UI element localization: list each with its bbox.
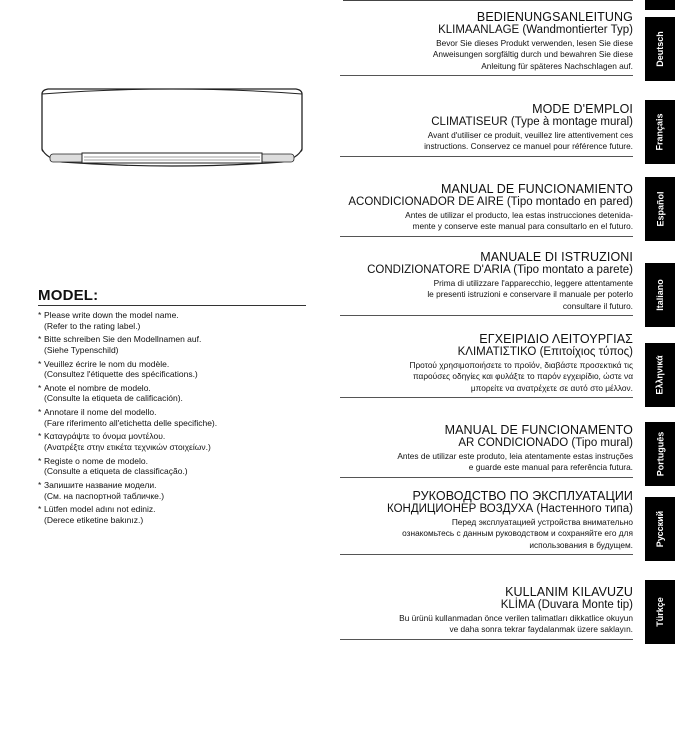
section-turkish: KULLANIM KILAVUZU KLİMA (Duvara Monte tip) Bu ürünü kullanmadan önce verilen talimatları dikkatlice okuyun ve daha sonra tekrar faydalanmak üzere saklayın. <box>340 585 633 640</box>
model-note-en: * Please write down the model name. (Refer to the rating label.) <box>38 310 179 331</box>
section-italian: MANUALE DI ISTRUZIONI CONDIZIONATORE D'ARIA (Tipo montato a parete) Prima di utilizzare l'apparecchio, leggere attentamente le presenti istruzioni e conservare il manuale per poterlo consultare il futuro. <box>340 250 633 316</box>
section-spanish: MANUAL DE FUNCIONAMIENTO ACONDICIONADOR DE AIRE (Tipo montado en pared) Antes de utilizar el producto, lea estas instrucciones detenida- mente y conserve este manual para consultarlo en el futuro. <box>340 182 633 237</box>
language-tab-francais: Français <box>645 100 675 164</box>
language-tab-turkce: Türkçe <box>645 580 675 644</box>
section-german: BEDIENUNGSANLEITUNG KLIMAANLAGE (Wandmontierter Typ) Bevor Sie dieses Produkt verwenden, lesen Sie diese Anweisungen sorgfältig durch und bewahren Sie diese Anleitung für späteres Nachschlagen auf. <box>340 10 633 76</box>
model-note-fr: * Veuillez écrire le nom du modèle. (Consultez l'étiquette des spécifications.) <box>38 358 198 380</box>
model-note-ru: * Запишите название модели. (См. на паспортной табличке.) <box>38 479 165 501</box>
model-heading: MODEL: <box>38 287 306 306</box>
language-tab-italiano: Italiano <box>645 263 675 327</box>
section-portuguese: MANUAL DE FUNCIONAMENTO AR CONDICIONADO (Tipo mural) Antes de utilizar este produto, leia atentamente estas instruções e guarde este manual para referência futura. <box>340 423 633 478</box>
section-greek: ΕΓΧΕΙΡΙΔΙΟ ΛΕΙΤΟΥΡΓΙΑΣ ΚΛΙΜΑΤΙΣΤΙΚΟ (Επιτοίχιος τύπος) Προτού χρησιμοποιήσετε το προϊόν, διαβάστε προσεκτικά τις παρούσες οδηγίες και φυλάξτε το παρόν εγχειρίδιο, ώστε να μπορείτε να ανατρέχετε σε αυτό στο μέλλον. <box>340 332 633 398</box>
model-note-el: * Καταγράψτε το όνομα μοντέλου. (Ανατρέξτε στην ετικέτα τεχνικών στοιχείων.) <box>38 431 211 452</box>
section-french: MODE D'EMPLOI CLIMATISEUR (Type à montage mural) Avant d'utiliser ce produit, veuillez lire attentivement ces instructions. Conservez ce manuel pour référence future. <box>340 102 633 157</box>
language-tab-deutsch: Deutsch <box>645 17 675 81</box>
section-russian: РУКОВОДСТВО ПО ЭКСПЛУАТАЦИИ КОНДИЦИОНЕР ВОЗДУХА (Настенного типа) Перед эксплуатацией устройства внимательно ознакомьтесь с данным руководством и сохраняйте его для использования в будущем. <box>340 489 633 555</box>
air-conditioner-illustration <box>38 86 306 168</box>
model-note-pt: * Registe o nome de modelo. (Consulte a etiqueta de classificação.) <box>38 455 188 477</box>
language-tab-previous <box>645 0 675 10</box>
language-tab-portugues: Português <box>645 422 675 486</box>
language-tab-espanol: Español <box>645 177 675 241</box>
model-notes <box>38 287 306 529</box>
model-note-tr: * Lütfen model adını not ediniz. (Derece etiketine bakınız.) <box>38 504 156 525</box>
model-note-de: * Bitte schreiben Sie den Modellnamen auf. (Siehe Typenschild) <box>38 334 202 355</box>
model-note-es: * Anote el nombre de modelo. (Consulte la etiqueta de calificación). <box>38 382 183 404</box>
top-divider <box>343 0 633 1</box>
language-tab-russkiy: Русский <box>645 497 675 561</box>
model-note-it: * Annotare il nome del modello. (Fare riferimento all'etichetta delle specifiche). <box>38 407 218 428</box>
language-tab-ellinika: Ελληνικά <box>645 343 675 407</box>
